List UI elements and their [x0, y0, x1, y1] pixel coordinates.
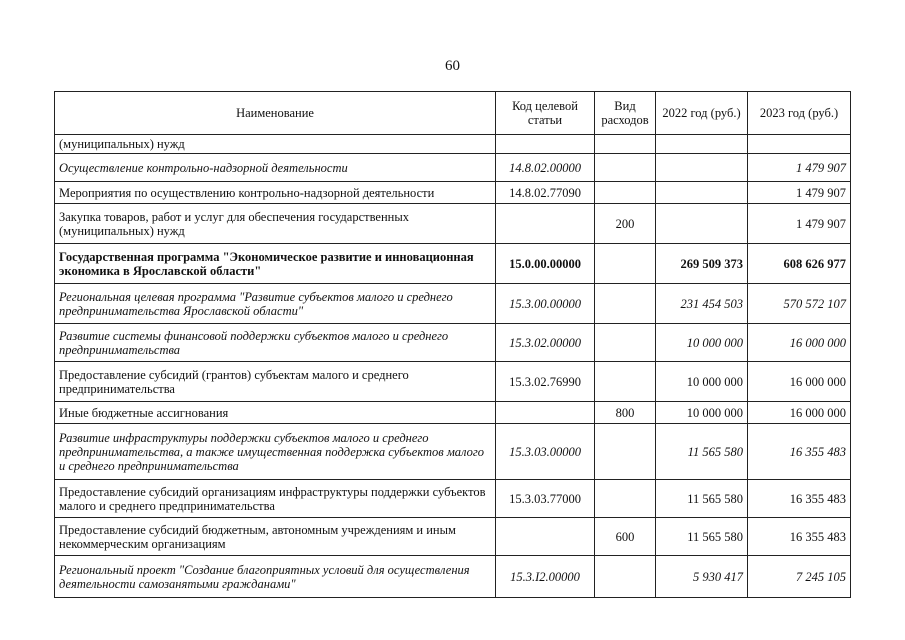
table-row: [55, 518, 851, 556]
table-row: [55, 556, 851, 598]
row-kind-cell: 200: [595, 204, 656, 244]
row-code-cell: 15.3.02.00000: [496, 324, 595, 362]
table-row: [55, 284, 851, 324]
row-name-cell: Развитие системы финансовой поддержки субъектов малого и среднего предпринимательства: [55, 324, 496, 362]
row-2023-cell: 16 355 483: [748, 424, 851, 480]
row-name-cell: Закупка товаров, работ и услуг для обеспечения государственных (муниципальных) нужд: [55, 204, 496, 244]
row-2022-cell: 10 000 000: [656, 362, 748, 402]
row-name-cell: Развитие инфраструктуры поддержки субъектов малого и среднего предпринимательства, а также имущественная поддержка субъектов малого и среднего предпринимательства: [55, 424, 496, 480]
row-2022-cell: 231 454 503: [656, 284, 748, 324]
table-row: [55, 402, 851, 424]
row-code-cell: 15.3.02.76990: [496, 362, 595, 402]
row-2022-cell: [656, 154, 748, 182]
row-code-cell: 15.3.00.00000: [496, 284, 595, 324]
table-row: [55, 244, 851, 284]
row-2023-cell: 570 572 107: [748, 284, 851, 324]
row-kind-cell: [595, 480, 656, 518]
row-name-cell: Предоставление субсидий организациям инфраструктуры поддержки субъектов малого и среднего предпринимательства: [55, 480, 496, 518]
row-kind-cell: [595, 324, 656, 362]
row-code-cell: 15.0.00.00000: [496, 244, 595, 284]
row-2023-cell: [748, 135, 851, 154]
row-2022-cell: [656, 135, 748, 154]
row-2023-cell: 7 245 105: [748, 556, 851, 598]
table-row: [55, 182, 851, 204]
table-row: [55, 362, 851, 402]
row-kind-cell: [595, 182, 656, 204]
row-kind-cell: [595, 244, 656, 284]
row-name-cell: Государственная программа "Экономическое развитие и инновационная экономика в Ярославской области": [55, 244, 496, 284]
header-2023: 2023 год (руб.): [748, 92, 851, 135]
row-code-cell: [496, 204, 595, 244]
row-2022-cell: [656, 204, 748, 244]
row-2022-cell: 10 000 000: [656, 402, 748, 424]
row-name-cell: Осуществление контрольно-надзорной деятельности: [55, 154, 496, 182]
row-code-cell: 14.8.02.77090: [496, 182, 595, 204]
row-2022-cell: 10 000 000: [656, 324, 748, 362]
table-row: [55, 135, 851, 154]
row-name-cell: Иные бюджетные ассигнования: [55, 402, 496, 424]
table-row: [55, 154, 851, 182]
row-2023-cell: 1 479 907: [748, 182, 851, 204]
row-2022-cell: 11 565 580: [656, 518, 748, 556]
row-2023-cell: 16 000 000: [748, 402, 851, 424]
row-code-cell: [496, 402, 595, 424]
row-2023-cell: 1 479 907: [748, 204, 851, 244]
row-code-cell: 14.8.02.00000: [496, 154, 595, 182]
row-code-cell: [496, 135, 595, 154]
table-header-row: [55, 92, 851, 135]
row-name-cell: Предоставление субсидий (грантов) субъектам малого и среднего предпринимательства: [55, 362, 496, 402]
row-2022-cell: 5 930 417: [656, 556, 748, 598]
row-code-cell: [496, 518, 595, 556]
header-code: Код целевой статьи: [496, 92, 595, 135]
row-kind-cell: [595, 362, 656, 402]
row-2022-cell: 269 509 373: [656, 244, 748, 284]
row-2023-cell: 1 479 907: [748, 154, 851, 182]
row-2023-cell: 16 000 000: [748, 324, 851, 362]
row-name-cell: Предоставление субсидий бюджетным, автономным учреждениям и иным некоммерческим организациям: [55, 518, 496, 556]
row-2022-cell: [656, 182, 748, 204]
table-row: [55, 480, 851, 518]
table-row: [55, 424, 851, 480]
page-number: 60: [445, 58, 460, 74]
header-kind: Вид расходов: [595, 92, 656, 135]
row-name-cell: Региональная целевая программа "Развитие субъектов малого и среднего предпринимательства Ярославской области": [55, 284, 496, 324]
row-2023-cell: 16 000 000: [748, 362, 851, 402]
table-row: [55, 324, 851, 362]
row-2023-cell: 16 355 483: [748, 480, 851, 518]
row-kind-cell: 800: [595, 402, 656, 424]
row-kind-cell: [595, 135, 656, 154]
row-name-cell: (муниципальных) нужд: [55, 135, 496, 154]
table-row: [55, 204, 851, 244]
row-2023-cell: 608 626 977: [748, 244, 851, 284]
header-2022: 2022 год (руб.): [656, 92, 748, 135]
budget-table: [54, 91, 851, 598]
row-name-cell: Региональный проект "Создание благоприятных условий для осуществления деятельности самозанятыми гражданами": [55, 556, 496, 598]
row-2022-cell: 11 565 580: [656, 424, 748, 480]
row-kind-cell: 600: [595, 518, 656, 556]
row-code-cell: 15.3.03.00000: [496, 424, 595, 480]
row-2022-cell: 11 565 580: [656, 480, 748, 518]
row-kind-cell: [595, 556, 656, 598]
header-name: Наименование: [55, 92, 496, 135]
row-code-cell: 15.3.I2.00000: [496, 556, 595, 598]
row-kind-cell: [595, 284, 656, 324]
row-code-cell: 15.3.03.77000: [496, 480, 595, 518]
row-2023-cell: 16 355 483: [748, 518, 851, 556]
row-kind-cell: [595, 424, 656, 480]
table-body: [55, 135, 851, 598]
row-name-cell: Мероприятия по осуществлению контрольно-надзорной деятельности: [55, 182, 496, 204]
row-kind-cell: [595, 154, 656, 182]
